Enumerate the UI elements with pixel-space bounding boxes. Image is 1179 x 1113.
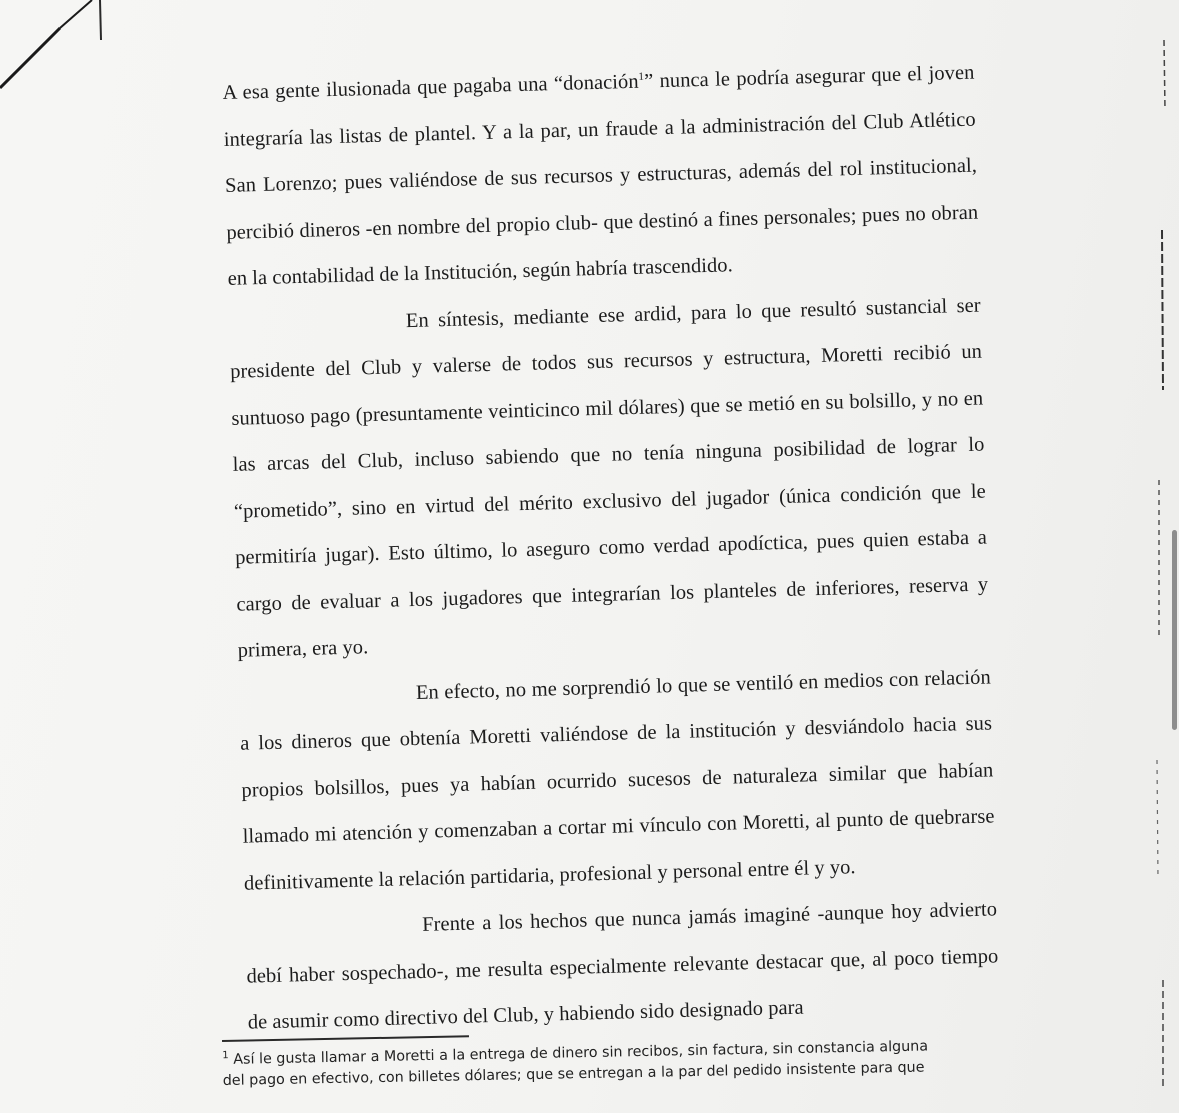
paragraph-1 <box>222 50 980 303</box>
footnote-number: 1 <box>222 1050 229 1062</box>
footnote-reference: 1 <box>638 70 645 83</box>
paragraph-1-rest: ” nunca le podría asegurar que el joven integraría las listas de plantel. Y a la par, un fraude a la administración del Club Atlético San Lorenzo; pues valiéndose de sus recursos y estructuras, además del rol institucional, percibió dineros -en nombre del propio club- que destinó a fines personales; pues no obran en la contabilidad de la Institución, según habría trascendido. <box>223 61 979 290</box>
document-body <box>222 50 1000 1046</box>
paragraph-2: En síntesis, mediante ese ardid, para lo que resultó sustancial ser presidente del Club y valerse de todos sus recursos y estructura, Moretti recibió un suntuoso pago (presuntamente veinticinco mil dólares) que se metió en su bolsillo, y no en las arcas del Club, incluso sabiendo que no tenía ninguna posibilidad de lograr lo “prometido”, sino en virtud del mérito exclusivo del jugador (única condición que le permitiría jugar). Esto último, lo aseguro como verdad apodíctica, pues quien estaba a cargo de evaluar a los jugadores que integrarían los planteles de inferiores, reserva y primera, era yo. <box>229 294 989 662</box>
vertical-scrollbar-thumb[interactable] <box>1172 530 1177 730</box>
scan-edge-marks <box>1119 0 1179 1113</box>
footnote-text-1: Así le gusta llamar a Moretti a la entrega de dinero sin recibos, sin factura, sin constancia alguna <box>233 1038 929 1068</box>
folded-corner-mark <box>0 0 120 110</box>
paragraph-1-start: A esa gente ilusionada que pagaba una “donación <box>222 70 639 104</box>
paragraph-4: Frente a los hechos que nunca jamás imaginé -aunque hoy advierto debí haber sospechado-, me resulta especialmente relevante destacar que, al poco tiempo de asumir como directivo del Club, y habiendo sido designado para <box>246 898 999 1034</box>
paragraph-3: En efecto, no me sorprendió lo que se ventiló en medios con relación a los dineros que obtenía Moretti valiéndose de la institución y desviándolo hacia sus propios bolsillos, pues ya habían ocurrido sucesos de naturaleza similar que habían llamado mi atención y comenzaban a cortar mi vínculo con Moretti, al punto de quebrarse definitivamente la relación partidaria, profesional y personal entre él y yo. <box>239 665 995 895</box>
footnote-line-2: del pago en efectivo, con billetes dólares; que se entregan a la par del pedido insistente para que <box>222 1059 925 1089</box>
